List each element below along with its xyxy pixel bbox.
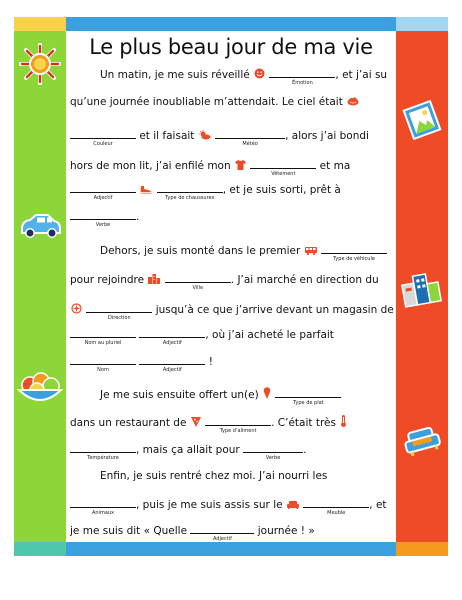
story-line-17: je me suis dit « Quelle Adjectif journée ! » — [70, 522, 396, 537]
story-line-15: Enfin, je suis rentré chez moi. J’ai nourri les — [100, 470, 328, 482]
animals-blank[interactable]: Animaux — [70, 496, 136, 508]
temperature-blank[interactable]: Température — [70, 441, 136, 453]
balls-sticker — [17, 370, 63, 406]
city-blank[interactable]: Ville — [165, 271, 231, 283]
food-blank[interactable]: Type d’aliment — [205, 414, 271, 426]
story-line-2: qu’une journée inoubliable m’attendait. Le ciel était — [70, 96, 396, 108]
dish-blank[interactable]: Type de plat — [275, 386, 341, 398]
story-line-13: dans un restaurant de Type d’aliment . C’était très — [70, 414, 396, 429]
compass-icon — [71, 303, 82, 314]
adjective-blank-1[interactable]: Adjectif — [70, 181, 136, 193]
plural-noun-blank[interactable]: Nom au pluriel — [70, 326, 136, 338]
story-line-9: Direction jusqu’à ce que j’arrive devant un magasin de — [70, 301, 396, 316]
bus-icon — [305, 247, 317, 255]
sun-sticker — [18, 42, 62, 86]
noun-blank[interactable]: Nom — [70, 353, 136, 365]
bottom-color-bar — [14, 542, 448, 556]
story-line-3: Couleur et il faisait Météo , alors j’ai bondi — [70, 127, 396, 142]
verb-blank-1[interactable]: Verbe — [70, 208, 136, 220]
tshirt-icon — [235, 160, 246, 170]
story-line-12: Je me suis ensuite offert un(e) Type de plat — [70, 386, 396, 401]
ice-cream-icon — [263, 387, 271, 399]
furniture-blank[interactable]: Meuble — [303, 496, 369, 508]
story-line-6: Verbe . — [70, 208, 396, 223]
story-line-11: Nom Adjectif ! — [70, 353, 396, 368]
story-line-16: Animaux , puis je me suis assis sur le Meuble , et — [70, 496, 396, 511]
story-line-5: Adjectif Type de chaussures , et je suis sorti, prêt à — [70, 181, 396, 196]
car-sticker — [18, 213, 62, 239]
story-line-1: Un matin, je me suis réveillé Émotion , et j’ai su — [70, 66, 396, 81]
left-color-bar — [14, 31, 66, 542]
vehicle-blank[interactable]: Type de véhicule — [321, 242, 387, 254]
story-line-8: pour rejoindre Ville . J’ai marché en direction du — [70, 271, 396, 286]
smiley-icon — [254, 68, 265, 79]
buildings-sticker — [400, 272, 442, 308]
page-title: Le plus beau jour de ma vie — [89, 35, 373, 59]
shoe-icon — [140, 186, 152, 194]
story-line-7: Dehors, je suis monté dans le premier Type de véhicule — [70, 242, 396, 257]
picture-sticker — [402, 100, 442, 140]
color-blank[interactable]: Couleur — [70, 127, 136, 139]
story-line-10: Nom au pluriel Adjectif , où j’ai acheté le parfait — [70, 326, 396, 341]
shoes-blank[interactable]: Type de chaussures — [157, 181, 223, 193]
adjective-blank-4[interactable]: Adjectif — [190, 522, 254, 534]
thermometer-icon — [340, 415, 347, 427]
emotion-blank[interactable]: Émotion — [269, 66, 335, 78]
pizza-icon — [191, 417, 201, 427]
weather-icon — [199, 130, 211, 140]
adjective-blank-3[interactable]: Adjectif — [139, 353, 205, 365]
cloud-icon — [347, 97, 359, 106]
city-icon — [148, 274, 160, 284]
sofa-sticker — [402, 426, 442, 456]
clothing-blank[interactable]: Vêtement — [250, 157, 316, 169]
verb-blank-2[interactable]: Verbe — [243, 441, 303, 453]
weather-blank[interactable]: Météo — [215, 127, 285, 139]
top-color-bar — [14, 17, 448, 31]
story-line-4: hors de mon lit, j’ai enfilé mon Vêtement et ma — [70, 157, 396, 172]
direction-blank[interactable]: Direction — [86, 301, 152, 313]
sofa-icon — [287, 501, 299, 509]
story-line-14: Température , mais ça allait pour Verbe . — [70, 441, 396, 456]
adjective-blank-2[interactable]: Adjectif — [139, 326, 205, 338]
